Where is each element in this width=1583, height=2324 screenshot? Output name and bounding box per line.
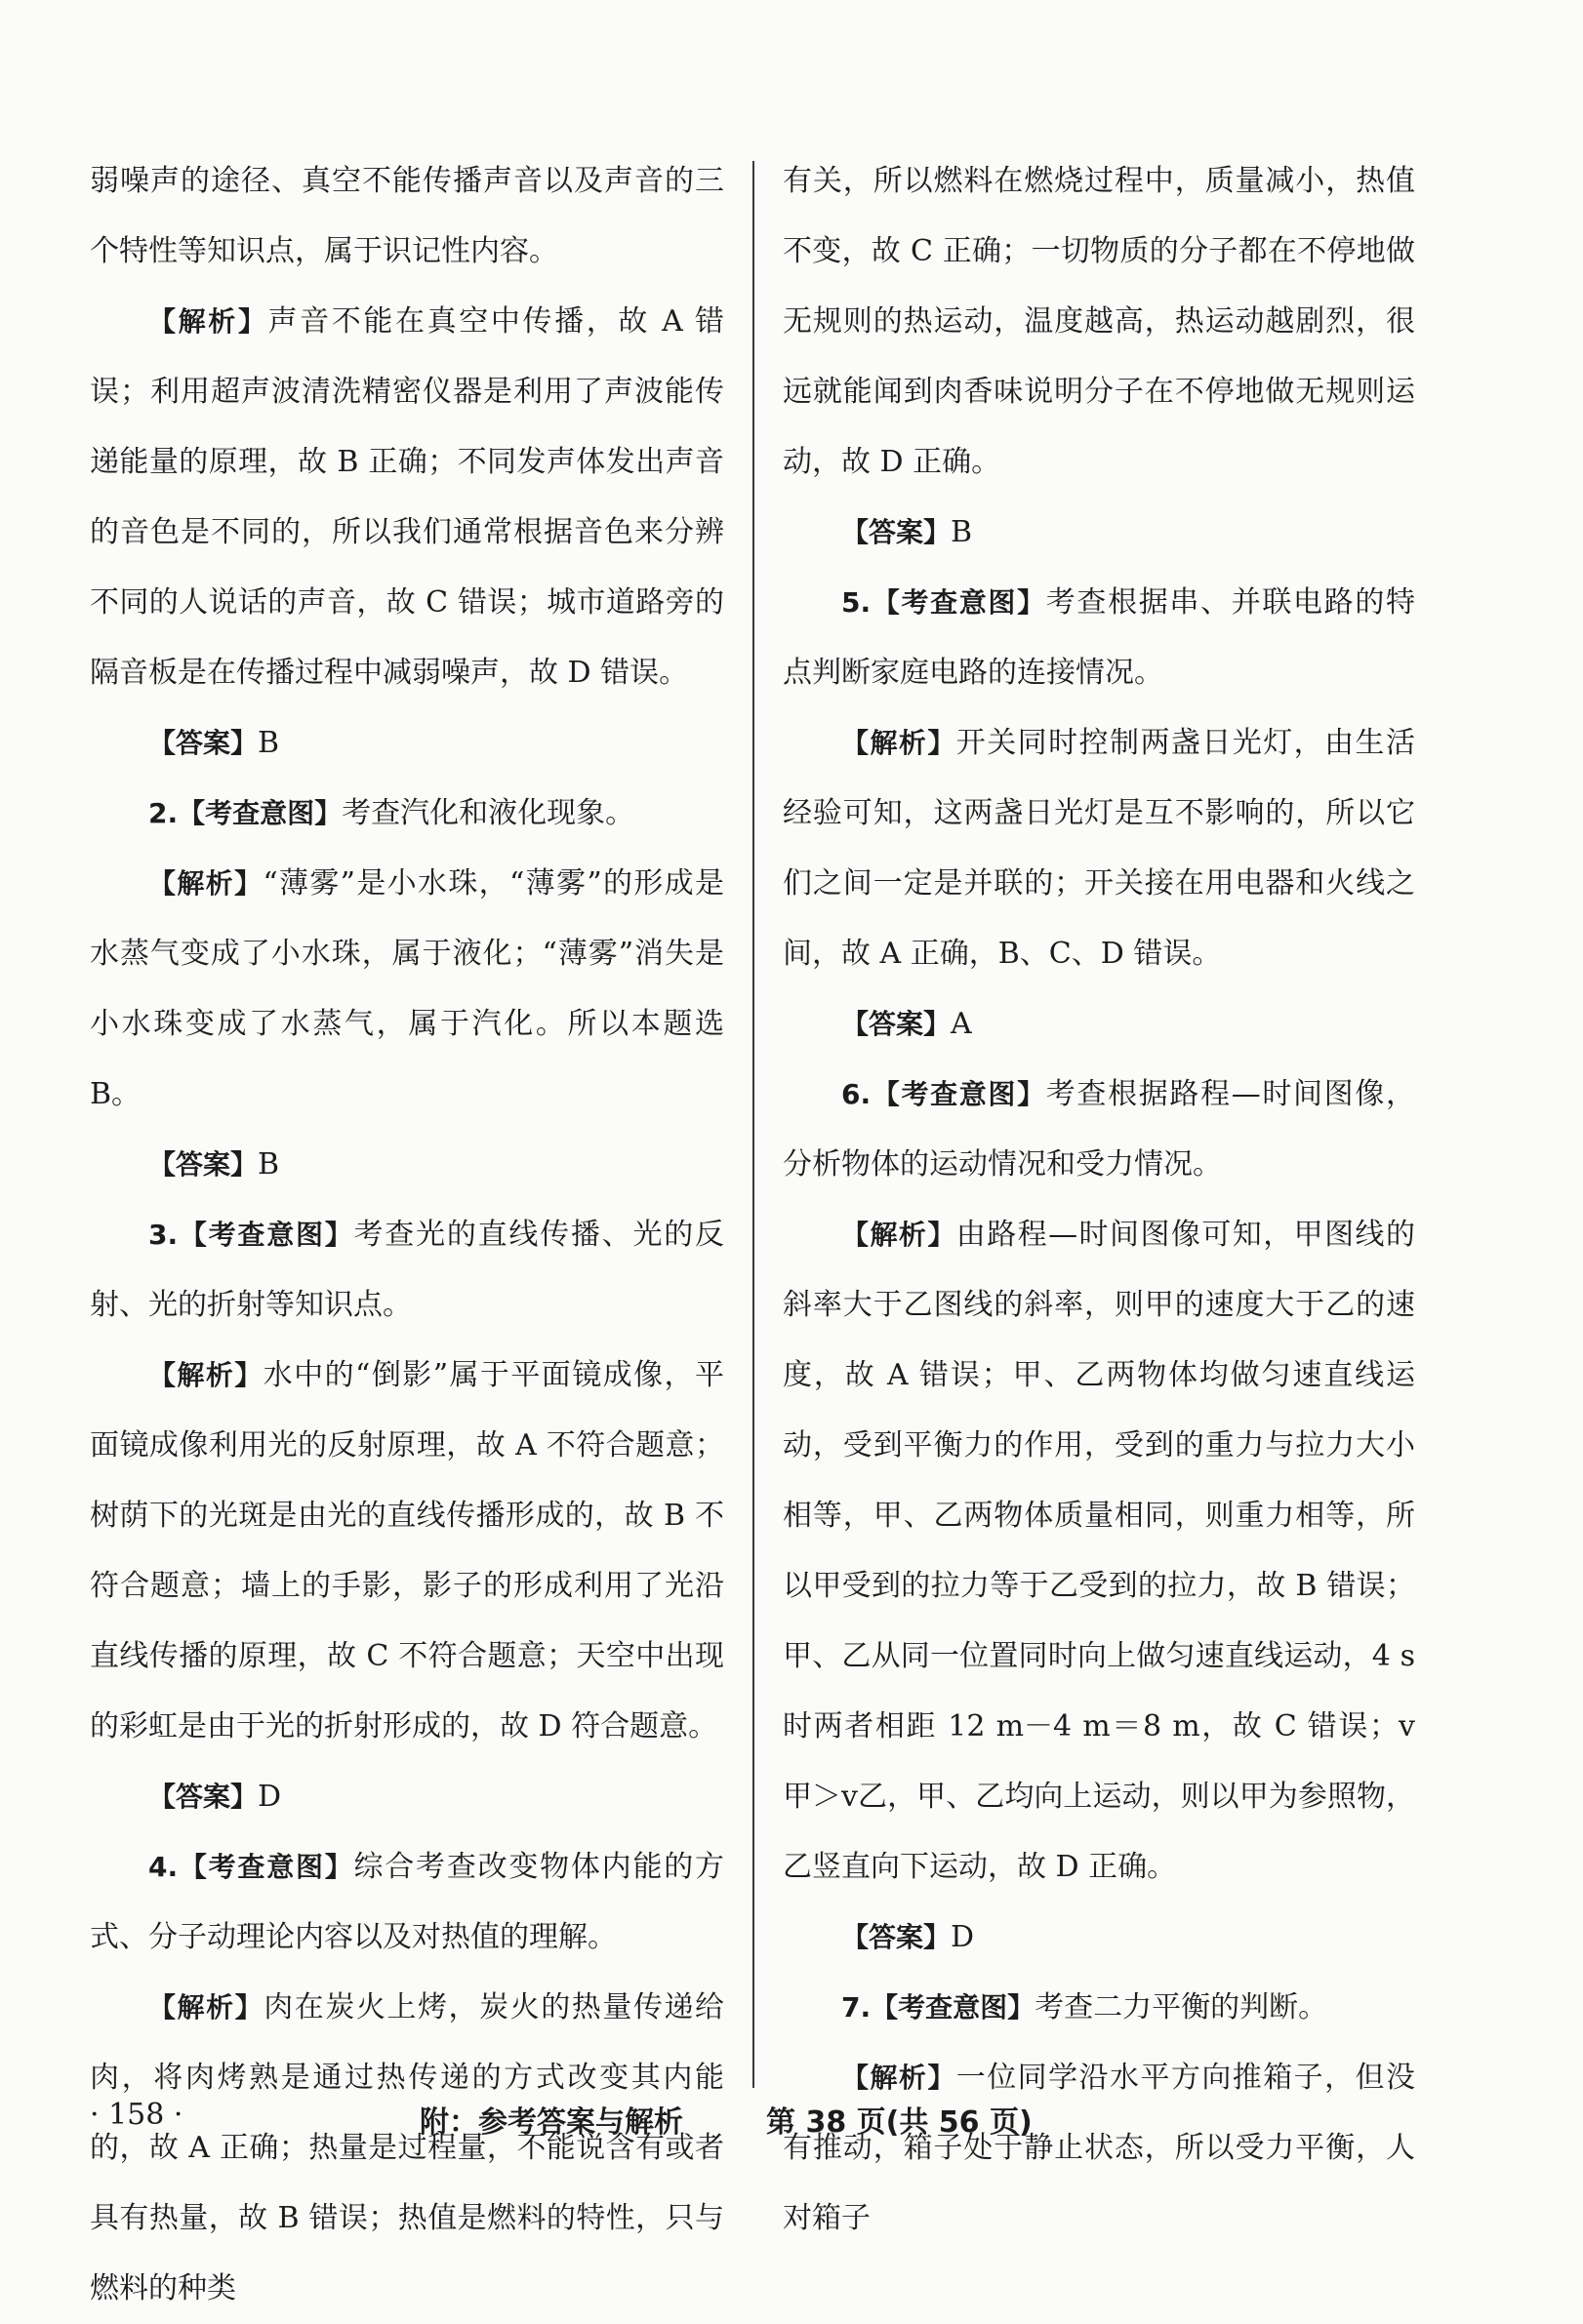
section-tag: 【答案】 — [841, 1008, 952, 1040]
paragraph-text: D — [951, 1920, 975, 1954]
paragraph-text: 有关，所以燃料在燃烧过程中，质量减小，热值不变，故 C 正确；一切物质的分子都在不停地做无规则的热运动，温度越高，热运动越剧烈，很远就能闻到肉香味说明分子在不停地做无规则运动，故 D 正确。 — [783, 164, 1415, 479]
section-tag: 【考查意图】 — [871, 586, 1046, 619]
paragraph-text: 考查光的直线传播、光的反射、光的折射等知识点。 — [90, 1218, 724, 1322]
paragraph-text: D — [258, 1780, 282, 1814]
question-number: 2. — [148, 797, 179, 829]
section-tag: 【答案】 — [841, 516, 952, 548]
question-number: 7. — [841, 1991, 872, 2023]
paragraph-text: 水中的“倒影”属于平面镜成像，平面镜成像利用光的反射原理，故 A 不符合题意；树荫下的光斑是由光的直线传播形成的，故 B 不符合题意；墙上的手影，影子的形成利用了光沿直线传播的原理，故 C 不符合题意；天空中出现的彩虹是由于光的折射形成的，故 D 符合题意。 — [90, 1358, 724, 1743]
section-tag: 【解析】 — [841, 2062, 956, 2094]
paragraph-text: 综合考查改变物体内能的方式、分子动理论内容以及对热值的理解。 — [90, 1850, 724, 1954]
paragraph — [783, 1060, 1415, 1200]
paragraph — [90, 287, 724, 708]
section-tag: 【答案】 — [148, 727, 259, 759]
paragraph-text: B — [258, 1147, 280, 1182]
section-tag: 【考查意图】 — [871, 1991, 1035, 2023]
section-tag: 【解析】 — [148, 1991, 264, 2023]
page-number: · 158 · — [90, 2098, 183, 2132]
right-column — [783, 146, 1415, 2254]
paragraph — [783, 498, 1415, 568]
footer-page-info: 第 38 页(共 56 页) — [766, 2105, 1033, 2140]
paragraph-text: 开关同时控制两盏日光灯，由生活经验可知，这两盏日光灯是互不影响的，所以它们之间一定是并联的；开关接在用电器和火线之间，故 A 正确，B、C、D 错误。 — [783, 726, 1415, 971]
section-tag: 【考查意图】 — [178, 1219, 354, 1251]
paragraph-text: A — [951, 1007, 972, 1041]
paragraph — [90, 779, 724, 849]
paragraph-text: 一位同学沿水平方向推箱子，但没有推动，箱子处于静止状态，所以受力平衡，人对箱子 — [783, 2061, 1415, 2235]
paragraph — [783, 989, 1415, 1060]
section-tag: 【解析】 — [148, 1359, 264, 1391]
section-tag: 【答案】 — [841, 1921, 952, 1953]
paragraph-text: B — [258, 726, 280, 760]
paragraph — [783, 1973, 1415, 2043]
paragraph-text: B — [951, 515, 973, 549]
paragraph — [90, 1130, 724, 1200]
paragraph-text: “薄雾”是小水珠，“薄雾”的形成是水蒸气变成了小水珠，属于液化；“薄雾”消失是小水珠变成了水蒸气，属于汽化。所以本题选 B。 — [90, 866, 724, 1111]
paragraph — [783, 146, 1415, 498]
paragraph — [783, 1903, 1415, 1973]
paragraph-text: 弱噪声的途径、真空不能传播声音以及声音的三个特性等知识点，属于识记性内容。 — [90, 164, 724, 268]
paragraph — [90, 849, 724, 1130]
question-number: 5. — [841, 586, 872, 619]
paragraph — [90, 708, 724, 779]
question-number: 6. — [841, 1078, 872, 1110]
question-number: 3. — [148, 1219, 179, 1251]
section-tag: 【解析】 — [148, 867, 264, 900]
section-tag: 【解析】 — [841, 1219, 956, 1251]
paragraph-text: 考查汽化和液化现象。 — [342, 796, 635, 830]
section-tag: 【答案】 — [148, 1148, 259, 1181]
paragraph — [783, 1200, 1415, 1903]
paragraph-text: 声音不能在真空中传播，故 A 错误；利用超声波清洗精密仪器是利用了声波能传递能量的原理，故 B 正确；不同发声体发出声音的音色是不同的，所以我们通常根据音色来分辨不同的人说话的声音，故 C 错误；城市道路旁的隔音板是在传播过程中减弱噪声，故 D 错误。 — [90, 304, 724, 690]
section-tag: 【考查意图】 — [871, 1078, 1046, 1110]
paragraph — [90, 1200, 724, 1341]
question-number: 4. — [148, 1851, 179, 1883]
paragraph — [783, 708, 1415, 989]
page-footer — [0, 2098, 1583, 2156]
column-divider — [752, 161, 754, 2088]
paragraph — [90, 146, 724, 287]
paragraph — [90, 1341, 724, 1762]
section-tag: 【考查意图】 — [178, 797, 343, 829]
footer-title: 附：参考答案与解析 — [420, 2105, 683, 2140]
section-tag: 【解析】 — [148, 305, 268, 338]
paragraph-text: 由路程—时间图像可知，甲图线的斜率大于乙图线的斜率，则甲的速度大于乙的速度，故 A 错误；甲、乙两物体均做匀速直线运动，受到平衡力的作用，受到的重力与拉力大小相等，甲、乙两物体质量相同，则重力相等，所以甲受到的拉力等于乙受到的拉力，故 B 错误；甲、乙从同一位置同时向上做匀速直线运动，4 s 时两者相距 12 m－4 m＝8 m，故 C 错误；v甲＞v乙，甲、乙均向上运动，则以甲为参照物，乙竖直向下运动，故 D 正确。 — [783, 1218, 1415, 1884]
paragraph — [783, 568, 1415, 708]
paragraph — [90, 1832, 724, 1973]
paragraph-text: 考查根据串、并联电路的特点判断家庭电路的连接情况。 — [783, 585, 1415, 690]
section-tag: 【解析】 — [841, 727, 956, 759]
left-column — [90, 146, 724, 2324]
paragraph-text: 肉在炭火上烤，炭火的热量传递给肉，将肉烤熟是通过热传递的方式改变其内能的，故 A 正确；热量是过程量，不能说含有或者具有热量，故 B 错误；热值是燃料的特性，只与燃料的种类 — [90, 1990, 724, 2305]
section-tag: 【答案】 — [148, 1781, 259, 1813]
section-tag: 【考查意图】 — [178, 1851, 354, 1883]
paragraph-text: 考查根据路程—时间图像，分析物体的运动情况和受力情况。 — [783, 1077, 1415, 1182]
paragraph — [90, 1762, 724, 1832]
paragraph-text: 考查二力平衡的判断。 — [1035, 1990, 1328, 2024]
